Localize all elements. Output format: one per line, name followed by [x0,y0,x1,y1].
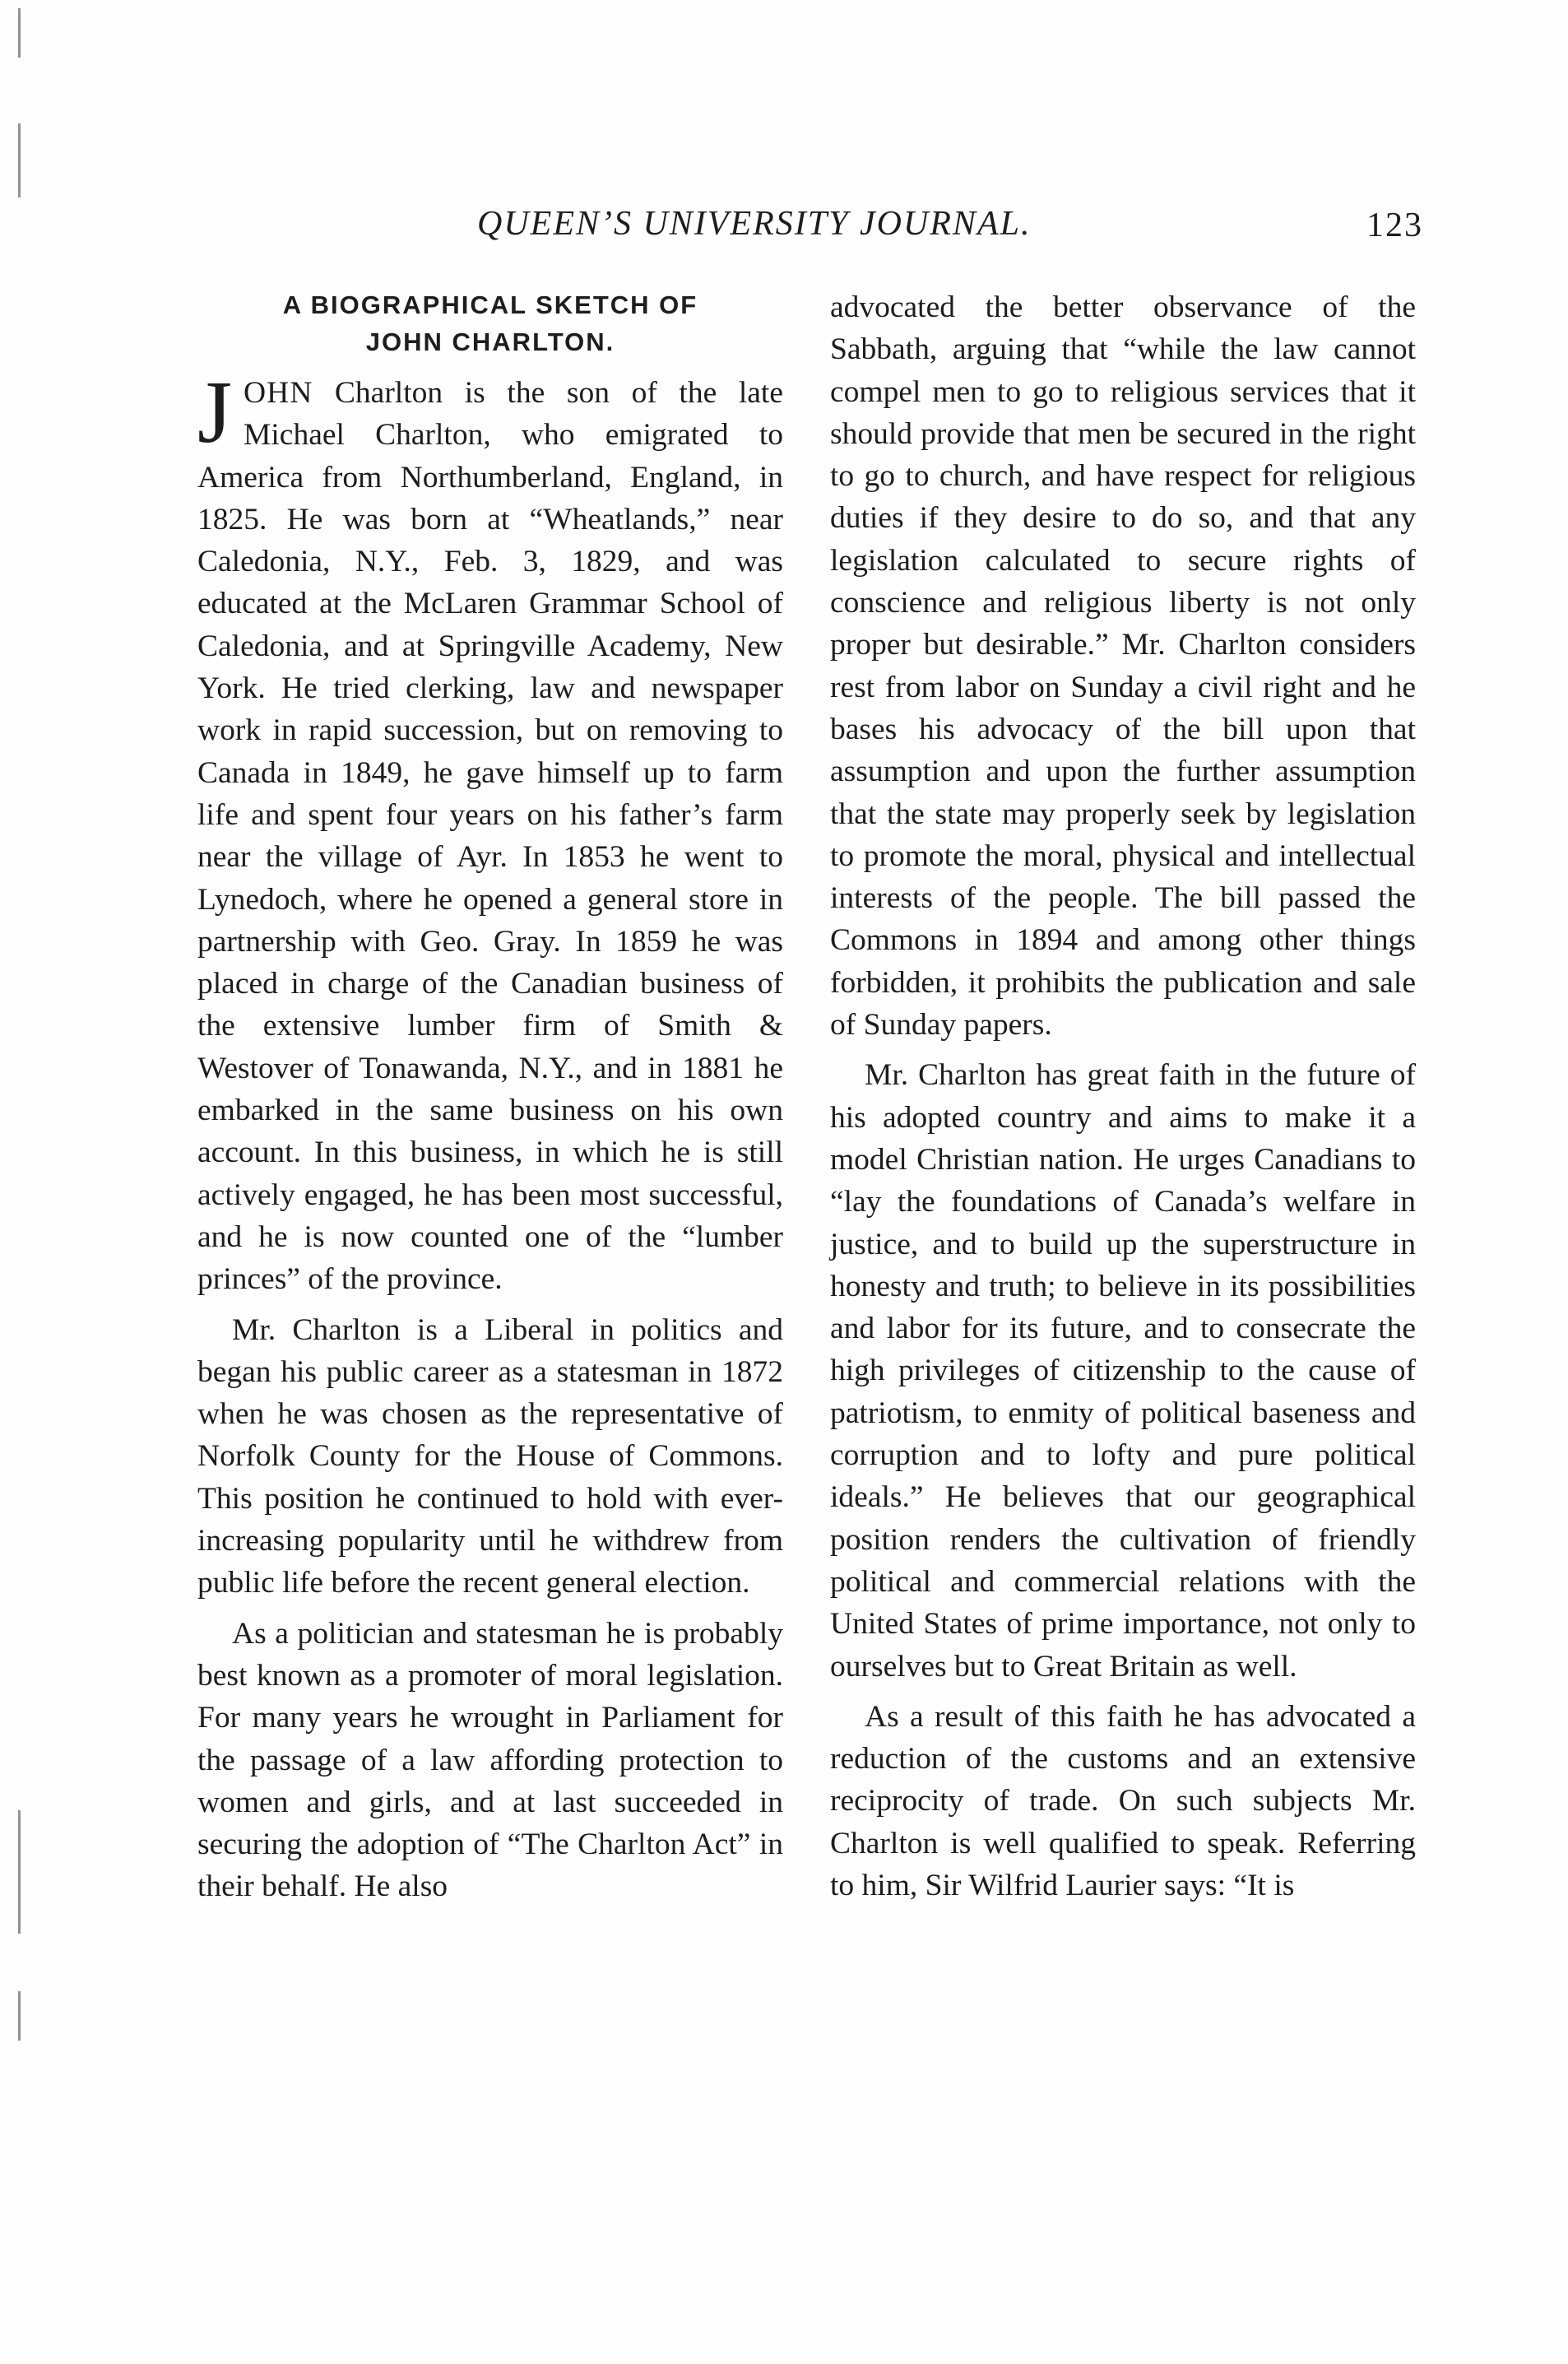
page-number: 123 [1366,207,1423,244]
first-word: OHN [244,376,313,410]
drop-cap: J [197,364,233,462]
paragraph-5: As a result of this faith he has advocated a reduction of the customs and an extensive reciprocity of trade. On such subjects Mr. Charlton is well qualified to speak. Referring to him, Sir Wilfrid Laurier says: “It is [830,1699,1416,1902]
paragraph-3-part-2: advocated the better observance of the Sabbath, arguing that “while the law cannot compel men to go to religious services that it should provide that men be secured in the right to go to church, and have respect for religious duties if they desire to do so, and that any legislation calculated to secure rights of conscience and religious liberty is not only proper but desirable.” Mr. Charlton considers rest from labor on Sunday a civil right and he bases his advocacy of the bill upon that assumption and upon the further assumption that the state may properly seek by legislation to promote the moral, physical and intellectual interests of the people. The bill passed the Commons in 1894 and among other things forbidden, it prohibits the publication and sale of Sunday papers. [830,290,1416,1043]
right-column [830,286,1416,1915]
page-header [477,204,1423,253]
paragraph-1-text: Charlton is the son of the late Michael Charlton, who emigrated to America from Northumberland, England, in 1825. He was born at “Wheatlands,” near Caledonia, N.Y., Feb. 3, 1829, and was educated at the McLaren Grammar School of Caledonia, and at Springville Academy, New York. He tried clerking, law and newspaper work in rapid succession, but on removing to Canada in 1849, he gave himself up to farm life and spent four years on his father’s farm near the village of Ayr. In 1853 he went to Lynedoch, where he opened a general store in partnership with Geo. Gray. In 1859 he was placed in charge of the Canadian business of the extensive lumber firm of Smith & Westover of Tonawanda, N.Y., and in 1881 he embarked in the same business on his own account. In this business, in which he is still actively engaged, he has been most successful, and he is now counted one of the “lumber princes” of the province. [197,376,783,1297]
running-title: QUEEN’S UNIVERSITY JOURNAL. [477,205,1032,243]
left-column [197,286,783,1916]
scan-edge-mark [18,1810,21,1934]
article-title [197,286,783,360]
paragraph-3-part-1: As a politician and statesman he is probably best known as a promoter of moral legislation. For many years he wrought in Parliament for the passage of a law affording protection to women and girls, and at last succeeded in securing the adoption of “The Charlton Act” in their behalf. He also [197,1616,783,1904]
article-title-line-2: JOHN CHARLTON. [365,327,615,356]
paragraph-1 [197,364,783,1301]
article-title-line-1: A BIOGRAPHICAL SKETCH OF [282,290,698,319]
paragraph-2: Mr. Charlton is a Liberal in politics and began his public career as a statesman in 1872 when he was chosen as the representative of Norfolk County for the House of Commons. This position he continued to hold with ever-increasing popularity until he withdrew from public life before the recent general election. [197,1312,783,1600]
scan-edge-mark [18,8,21,58]
scan-edge-mark [18,123,21,197]
paragraph-4: Mr. Charlton has great faith in the future of his adopted country and aims to make it a model Christian nation. He urges Canadians to “lay the foundations of Canada’s welfare in justice, and to build up the superstructure in honesty and truth; to believe in its possibilities and labor for its future, and to consecrate the high privileges of citizenship to the cause of patriotism, to enmity of political baseness and corruption and to lofty and pure political ideals.” He believes that our geographical position renders the cultivation of friendly political and commercial relations with the United States of prime importance, not only to ourselves but to Great Britain as well. [830,1058,1416,1684]
scan-edge-mark [18,1991,21,2041]
